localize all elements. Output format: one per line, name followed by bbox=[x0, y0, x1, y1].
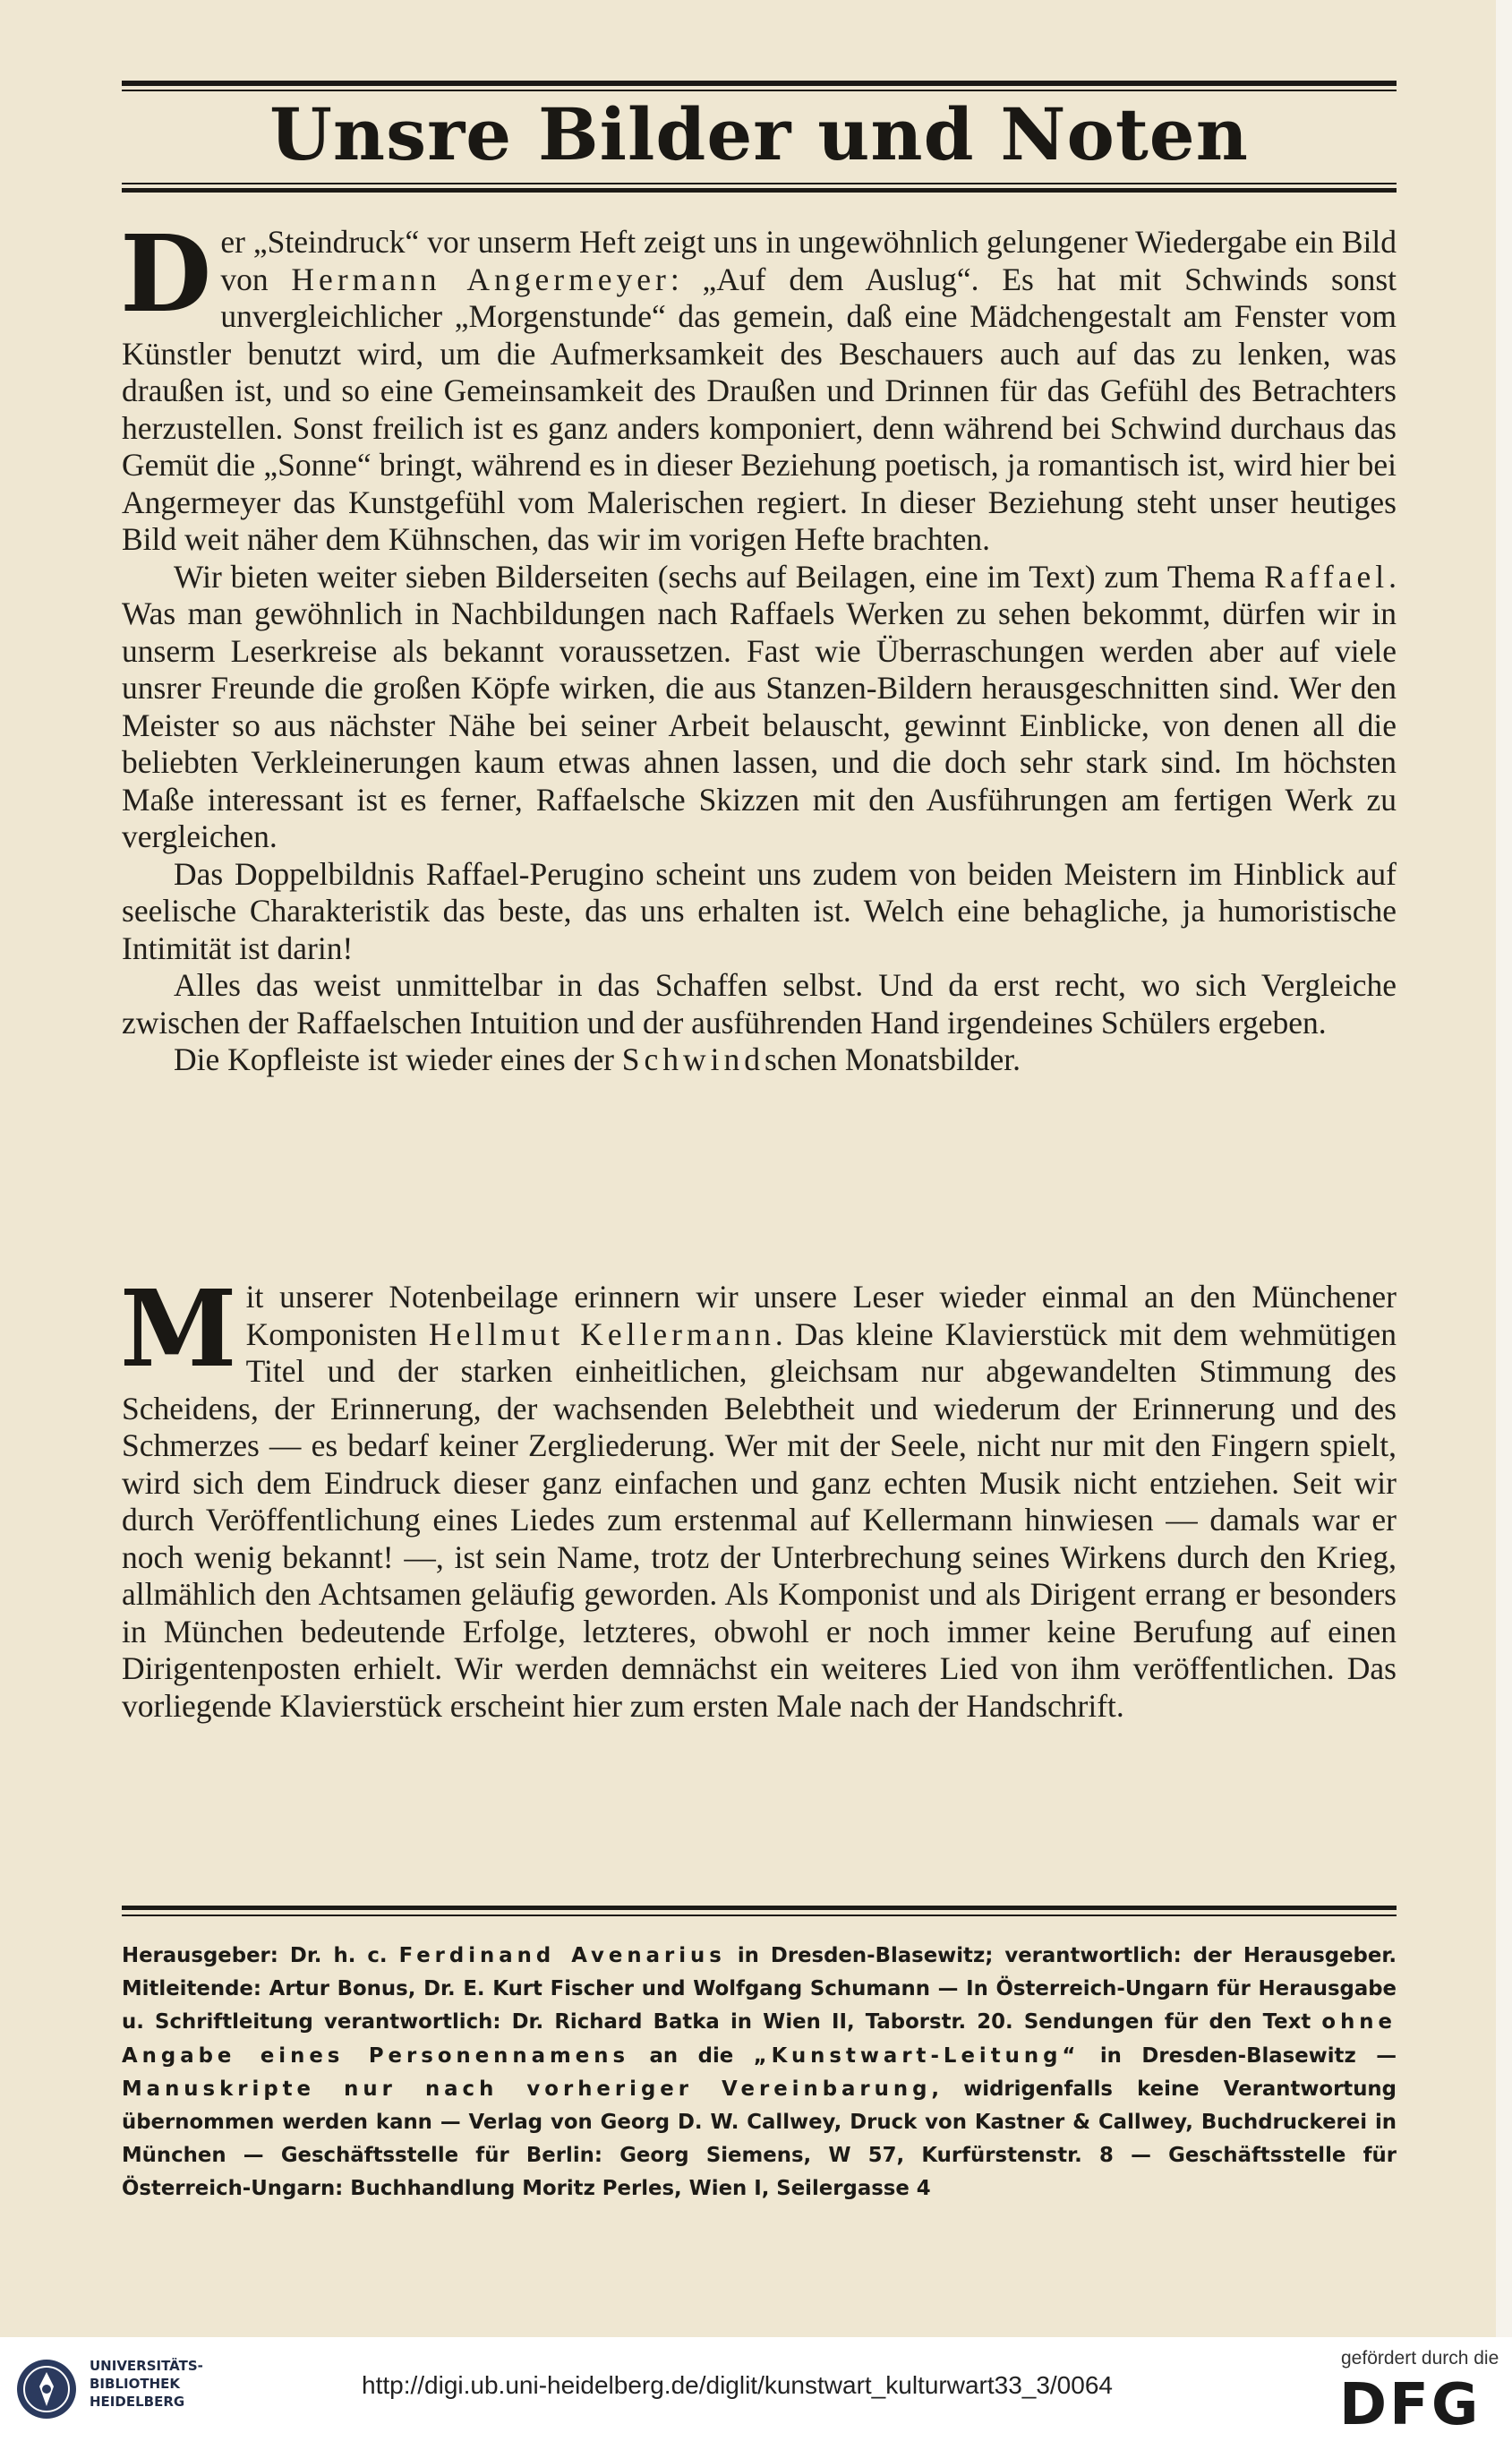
dfg-logo-text: DFG bbox=[1339, 2372, 1482, 2438]
paragraph-schaffen: Alles das weist unmittelbar in das Schaffen selbst. Und da erst recht, wo sich Vergleiche zwischen der Raffaelschen Intuition und der ausführenden Hand irgendeines Schülers ergeben. bbox=[122, 967, 1397, 1041]
article-title: Unsre Bilder und Noten bbox=[269, 92, 1249, 176]
paragraph-doppelbildnis: Das Doppelbildnis Raffael-Perugino scheint uns zudem von beiden Meistern im Hinblick auf seelische Charakteristik das beste, das uns erhalten ist. Welch eine behagliche, ja humoristische Intimität ist darin! bbox=[122, 855, 1397, 966]
imprint-rule-thick bbox=[122, 1906, 1397, 1910]
scan-edge bbox=[1496, 0, 1512, 2337]
drop-cap: M bbox=[120, 1266, 237, 1391]
drop-cap: D bbox=[120, 211, 212, 336]
imprint: Herausgeber: Dr. h. c. Ferdinand Avenarius in Dresden-Blasewitz; verantwortlich: der Herausgeber. Mitleitende: Artur Bonus, Dr. E. Kurt Fischer und Wolfgang Schumann — In Österreich-Ungarn für Herausgabe u. Schriftleitung verantwortlich: Dr. Richard Batka in Wien II, Taborstr. 20. Sendungen für den Text ohne Angabe eines Personennamens an die „Kunstwart-Leitung“ in Dresden-Blasewitz — Manuskripte nur nach vorheriger Vereinbarung, widrigenfalls keine Verantwortung übernommen werden kann — Verlag von Georg D. W. Callwey, Druck von Kastner & Callwey, Buchdruckerei in München — Geschäftsstelle für Berlin: Georg Siemens, W 57, Kurfürstenstr. 8 — Geschäftsstelle für Österreich-Ungarn: Buchhandlung Moritz Perles, Wien I, Seilergasse 4 bbox=[122, 1944, 1397, 2201]
title-rule-thin bbox=[122, 183, 1397, 184]
paragraph-notenbeilage: Mit unserer Notenbeilage erinnern wir unsere Leser wieder einmal an den Münchener Komponisten Hellmut Kellermann. Das kleine Klavierstück mit dem wehmütigen Titel und der starken einheitlichen, gleichsam nur abgewandelten Stimmung des Scheidens, der Erinnerung, der wachsenden Belebtheit und wiederum der Erinnerung und des Schmerzes — es bedarf keiner Zergliederung. Wer mit der Seele, nicht nur mit den Fingern spielt, wird sich dem Eindruck dieser ganz einfachen und ganz echten Musik nicht entziehen. Seit wir durch Veröffentlichung eines Liedes zum erstenmal auf Kellermann hinwiesen — damals war er noch wenig bekannt! —, ist sein Name, trotz der Unterbrechung seines Wirkens durch den Krieg, allmählich den Achtsamen geläufig geworden. Als Komponist und als Dirigent errang er besonders in München bedeutende Erfolge, letzteres, obwohl er noch immer keine Berufung auf einen Dirigentenposten erhielt. Wir werden demnächst ein weiteres Lied von ihm veröffentlichen. Das vorliegende Klavierstück erscheint hier zum ersten Male nach der Handschrift. bbox=[120, 1266, 1397, 1724]
top-rule-thick bbox=[122, 81, 1397, 86]
permalink-url[interactable]: http://digi.ub.uni-heidelberg.de/diglit/kunstwart_kulturwart33_3/0064 bbox=[362, 2371, 1113, 2399]
spaced-name: Raffael bbox=[1264, 558, 1389, 595]
paragraph-raffael: Wir bieten weiter sieben Bilderseiten (sechs auf Beilagen, eine im Text) zum Thema Raffael. Was man gewöhnlich in Nachbildungen nach Raffaels Werken zu sehen bekommt, dürfen wir in unserm Leserkreise als bekannt voraussetzen. Fast wie Überraschungen werden aber auf viele unsrer Freunde die großen Köpfe wirken, die aus Stanzen-Bildern herausgeschnitten sind. Wer den Meister so aus nächster Nähe bei seiner Arbeit belauscht, gewinnt Einblicke, von denen all die beliebten Verkleinerungen kaum etwas ahnen lassen, und die doch sehr stark sind. Im höchsten Maße interessant ist es ferner, Raffaelsche Skizzen mit den Ausführungen am fertigen Werk zu vergleichen. bbox=[122, 558, 1397, 854]
funder-label: gefördert durch die bbox=[1341, 2348, 1499, 2369]
spaced-name: Schwind bbox=[621, 1041, 765, 1077]
spaced-name: Hermann Angermeyer bbox=[291, 261, 671, 297]
spaced-name: Hellmut Kellermann bbox=[428, 1315, 775, 1352]
funder-logo[interactable] bbox=[1330, 2348, 1500, 2443]
paragraph-kopfleiste: Die Kopfleiste ist wieder eines der Schwindschen Monatsbilder. bbox=[174, 1041, 1021, 1077]
university-seal-icon bbox=[14, 2357, 79, 2421]
paragraph-steindruck: Der „Steindruck“ vor unserm Heft zeigt uns in ungewöhnlich gelungener Wiedergabe ein Bild von Hermann Angermeyer: „Auf dem Auslug“. Es hat mit Schwinds sonst unvergleichlicher „Morgenstunde“ das gemein, daß eine Mädchengestalt am Fenster vom Künstler benutzt wird, um die Aufmerksamkeit des Beschauers auch auf das zu lenken, was draußen ist, und so eine Gemeinsamkeit des Draußen und Drinnen für das Gefühl des Betrachters herzustellen. Sonst freilich ist es ganz anders komponiert, denn während bei Schwind durchaus das Gemüt die „Sonne“ bringt, während es in dieser Beziehung poetisch, ja romantisch ist, wird hier bei Angermeyer das Kunstgefühl vom Malerischen regiert. In dieser Beziehung steht unser heutiges Bild weit näher dem Kühnschen, das wir im vorigen Hefte brachten. bbox=[120, 211, 1397, 557]
imprint-rule-thin bbox=[122, 1915, 1397, 1916]
library-name: UNIVERSITÄTS- BIBLIOTHEK HEIDELBERG bbox=[90, 2358, 203, 2410]
title-rule-thick bbox=[122, 188, 1397, 193]
top-rule-thin bbox=[122, 90, 1397, 91]
article-body-music bbox=[120, 1266, 1397, 1725]
article-body-pictures bbox=[120, 211, 1397, 1079]
library-logo[interactable] bbox=[14, 2353, 203, 2434]
